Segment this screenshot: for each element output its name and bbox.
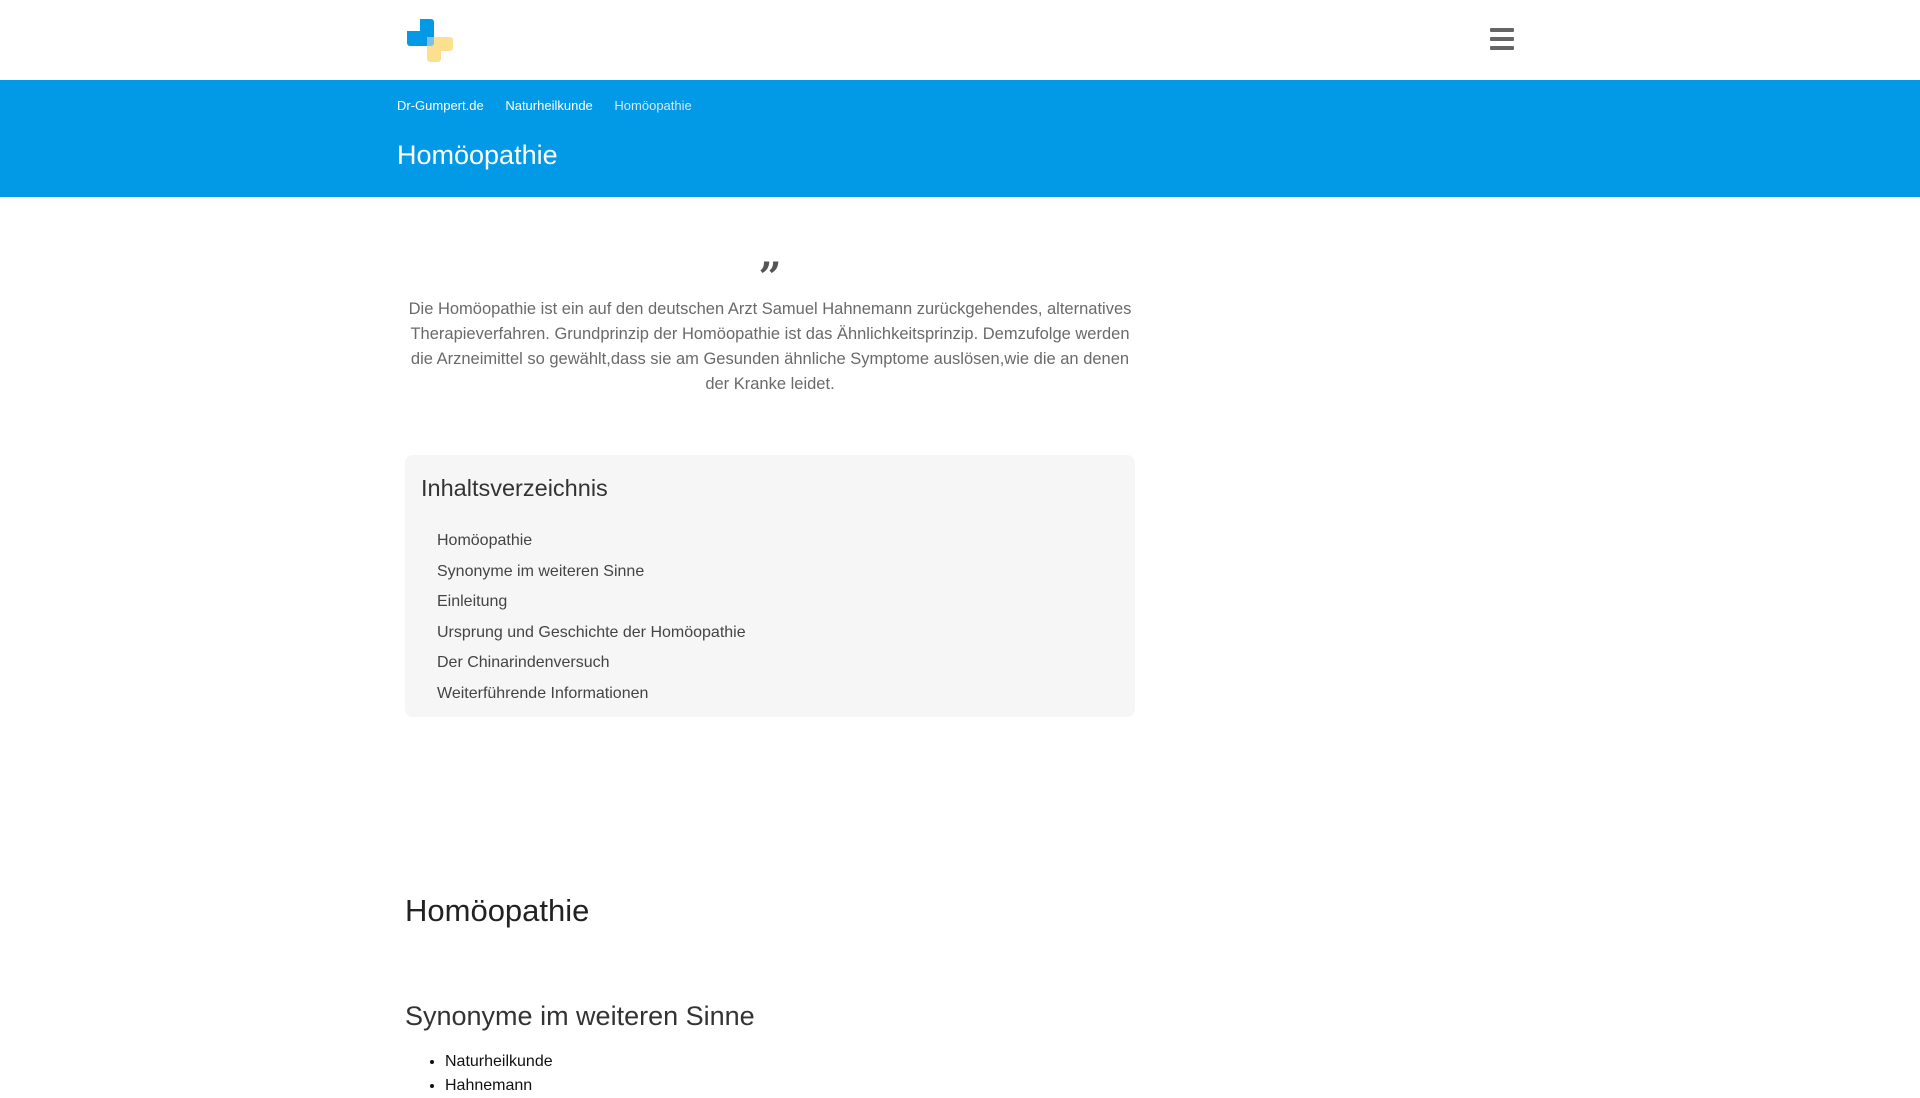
quote-icon: ”	[758, 254, 782, 301]
breadcrumb-current: Homöopathie	[614, 98, 692, 113]
toc-item-synonyme[interactable]: Synonyme im weiteren Sinne	[437, 562, 645, 580]
hamburger-menu-icon[interactable]	[1488, 26, 1516, 52]
toc-list	[437, 530, 746, 714]
list-item: • Naturheilkunde	[445, 1050, 553, 1074]
list-item: • Hahnemann	[445, 1074, 553, 1098]
medical-cross-logo-icon[interactable]	[405, 17, 455, 63]
synonyms-list	[405, 1050, 553, 1098]
page-title: Homöopathie	[397, 140, 558, 170]
breadcrumb	[397, 98, 692, 113]
intro-quote-text: Die Homöopathie ist ein auf den deutschen Arzt Samuel Hahnemann zurückgehendes, alternatives Therapieverfahren. Grundprinzip der Homöopathie ist das Ähnlichkeitsprinzip. Demzufolge werden die Arzneimittel so gewählt,dass sie am Gesunden ähnliche Symptome auslösen,wie die an denen der Kranke leidet.	[408, 300, 1132, 393]
toc-item-homoeopathie[interactable]: Homöopathie	[437, 532, 533, 549]
top-navigation-bar	[0, 0, 1920, 80]
toc-item-ursprung[interactable]: Ursprung und Geschichte der Homöopathie	[437, 623, 746, 641]
toc-item-weiterfuehrende[interactable]: Weiterführende Informationen	[437, 684, 649, 702]
section-heading-homoeopathie: Homöopathie	[405, 893, 590, 928]
table-of-contents	[405, 455, 1135, 717]
breadcrumb-link-naturheilkunde[interactable]: Naturheilkunde	[505, 98, 593, 113]
breadcrumb-link-home[interactable]: Dr-Gumpert.de	[397, 98, 484, 113]
section-heading-synonyme: Synonyme im weiteren Sinne	[405, 1001, 755, 1031]
toc-item-einleitung[interactable]: Einleitung	[437, 593, 508, 611]
toc-item-chinarindenversuch[interactable]: Der Chinarindenversuch	[437, 654, 610, 672]
page-hero	[0, 80, 1920, 197]
toc-title: Inhaltsverzeichnis	[421, 475, 608, 501]
